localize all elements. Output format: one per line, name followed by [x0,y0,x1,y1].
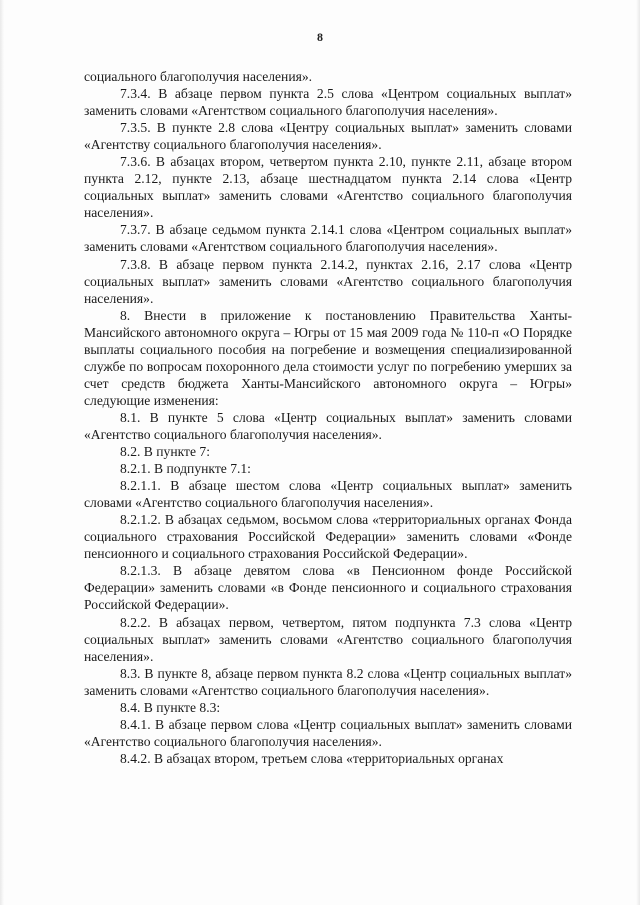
paragraph: 8.2. В пункте 7: [120,444,210,460]
scan-edge-left [0,0,4,905]
paragraph: 7.3.7. В абзаце седьмом пункта 2.14.1 слова «Центром социальных выплат» заменить словами «Агентством социального благополучия населения». [84,222,572,255]
paragraph: 8.2.1.1. В абзаце шестом слова «Центр социальных выплат» заменить словами «Агентство социального благополучия населения». [84,478,572,511]
paragraph: 7.3.4. В абзаце первом пункта 2.5 слова «Центром социальных выплат» заменить словами «Агентством социального благополучия населения». [84,86,572,119]
paragraph: 8.1. В пункте 5 слова «Центр социальных выплат» заменить словами «Агентство социального благополучия населения». [84,409,572,442]
paragraph: 8.2.1.2. В абзацах седьмом, восьмом слова «территориальных органах Фонда социального страхования Российской Федерации» заменить словами «Фонде пенсионного и социального страхования Российской Федерации». [84,512,572,562]
paragraph: 8.2.1.3. В абзаце девятом слова «в Пенсионном фонде Российской Федерации» заменить словами «в Фонде пенсионного и социального страхования Российской Федерации». [84,563,572,613]
paragraph: 8.3. В пункте 8, абзаце первом пункта 8.2 слова «Центр социальных выплат» заменить словами «Агентство социального благополучия населения». [84,665,572,698]
document-body [84,68,572,767]
paragraph: 8.4.1. В абзаце первом слова «Центр социальных выплат» заменить словами «Агентство социального благополучия населения». [84,716,572,749]
paragraph: 8. Внести в приложение к постановлению Правительства Ханты-Мансийского автономного округа – Югры от 15 мая 2009 года № 110-п «О Порядке выплаты социального пособия на погребение и возмещения специализированной службе по вопросам похоронного дела стоимости услуг по погребению умерших за счет средств бюджета Ханты-Мансийского автономного округа – Югры» следующие изменения: [84,307,572,408]
paragraph: 8.4.2. В абзацах втором, третьем слова «территориальных органах [120,750,504,766]
paragraph: 8.2.1. В подпункте 7.1: [120,461,251,477]
paragraph: социального благополучия населения». [84,69,313,84]
scan-edge-right [636,0,640,905]
page-number: 8 [317,30,323,44]
paragraph: 7.3.5. В пункте 2.8 слова «Центру социальных выплат» заменить словами «Агентству социального благополучия населения». [84,120,572,153]
paragraph: 8.2.2. В абзацах первом, четвертом, пятом подпункта 7.3 слова «Центр социальных выплат» заменить словами «Агентство социального благополучия населения». [84,614,572,664]
paragraph: 7.3.6. В абзацах втором, четвертом пункта 2.10, пункте 2.11, абзаце втором пункта 2.12, пункте 2.13, абзаце шестнадцатом пункта 2.14 слова «Центр социальных выплат» заменить словами «Агентство социального благополучия населения». [84,154,572,221]
paragraph: 7.3.8. В абзаце первом пункта 2.14.2, пунктах 2.16, 2.17 слова «Центр социальных выплат» заменить словами «Агентство социального благополучия населения». [84,256,572,306]
paragraph: 8.4. В пункте 8.3: [120,699,221,715]
